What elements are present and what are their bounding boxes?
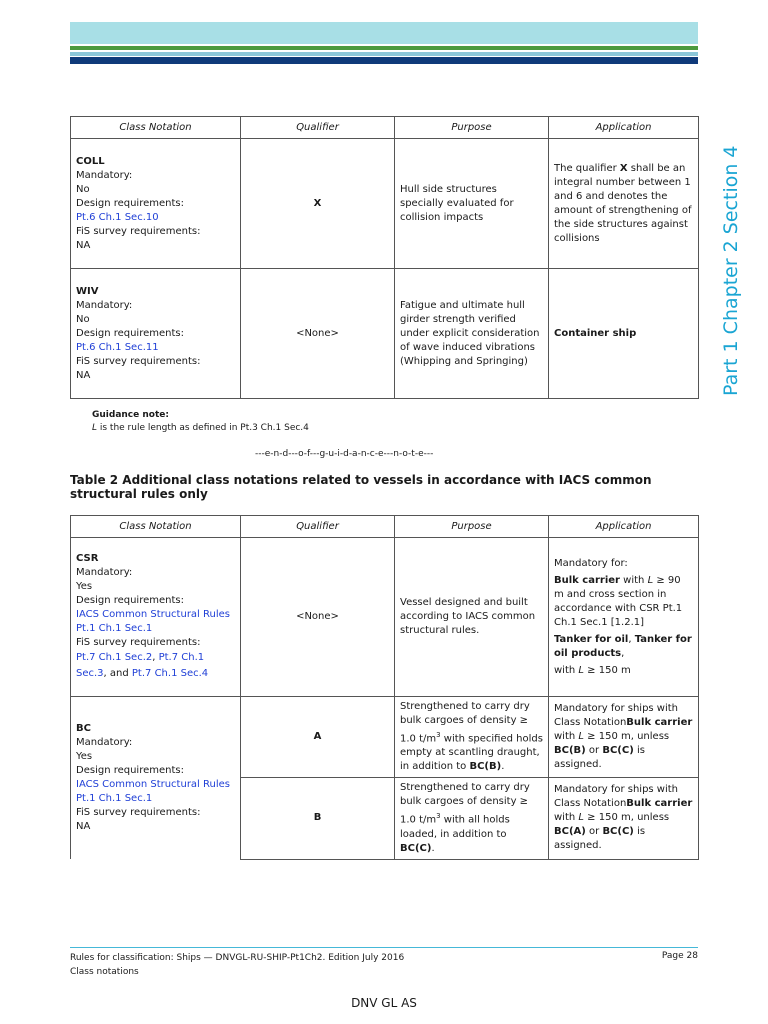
rule-length-symbol: L [647, 574, 654, 586]
purpose-cell [395, 778, 549, 859]
notation-cell [71, 697, 241, 860]
mandatory-value: Yes [76, 581, 93, 592]
design-label: Design requirements: [76, 765, 184, 777]
purpose-text: Strengthened to carry dry bulk cargoes of density ≥ 1.0 t/m [400, 782, 530, 826]
notation-cell [71, 269, 241, 399]
fis-reference-link[interactable]: Pt.7 Ch.1 Sec.4 [131, 668, 209, 679]
app-text: Mandatory for ships with Class Notation [554, 703, 679, 729]
header-stripe-navy [70, 57, 698, 64]
guidance-title: Guidance note: [92, 410, 169, 420]
app-text: is assigned. [554, 745, 645, 771]
footer-section-name: Class notations [70, 967, 139, 977]
app-text: or [585, 826, 603, 838]
rule-length-symbol: L [578, 664, 584, 676]
app-length [554, 664, 693, 678]
page-number: Page 28 [661, 951, 698, 961]
fis-references [76, 650, 235, 682]
mandatory-label: Mandatory: [76, 567, 133, 578]
qualifier-cell: B [241, 778, 395, 859]
header-stripe-light [70, 52, 698, 56]
table-2-caption: Table 2 Additional class notations related to vessels in accordance with IACS common structural rules only [70, 473, 652, 501]
mandatory-label: Mandatory: [76, 299, 133, 311]
rule-length-symbol: L [578, 812, 584, 824]
fis-label: FiS survey requirements: [76, 637, 201, 648]
application-cell [549, 697, 699, 778]
header-stripe-green [70, 46, 698, 50]
app-text: ≥ 150 m, unless [583, 812, 670, 824]
design-reference-link[interactable]: IACS Common Structural Rules Pt.1 Ch.1 Sec.1 [76, 779, 230, 805]
purpose-text: with specified holds empty at scantling draught, in addition to [400, 733, 543, 773]
app-text: is assigned. [554, 826, 646, 852]
rule-length-symbol: L [578, 731, 584, 743]
superscript: 3 [436, 812, 441, 821]
fis-label: FiS survey requirements: [76, 355, 201, 367]
header-class-notation: Class Notation [71, 117, 241, 139]
purpose-bold: BC(B) [469, 761, 502, 773]
application-cell: Container ship [549, 269, 699, 399]
fis-label: FiS survey requirements: [76, 807, 201, 819]
header-qualifier: Qualifier [241, 516, 395, 538]
class-notation-table-1 [70, 116, 699, 399]
app-text: shall be an integral number between 1 and 6 and denotes the amount of strengthening of the side structures against collisions [554, 162, 692, 244]
app-bold: BC(C) [602, 826, 634, 838]
app-bold: Tanker for oil products [554, 633, 692, 659]
app-text: or [585, 745, 603, 757]
purpose-text: . [501, 761, 505, 773]
qualifier-cell: <None> [241, 269, 395, 399]
design-reference-link[interactable]: IACS Common Structural Rules Pt.1 Ch.1 Sec.1 [76, 609, 230, 634]
app-text: The qualifier [554, 162, 620, 174]
table-row-bc-a [71, 697, 699, 778]
company-name: DNV GL AS [351, 996, 417, 1010]
fis-value: NA [76, 369, 91, 381]
app-bold: Bulk carrier [626, 798, 693, 810]
design-reference-link[interactable]: Pt.6 Ch.1 Sec.10 [76, 211, 159, 223]
notation-name: BC [76, 723, 91, 735]
design-label: Design requirements: [76, 327, 184, 339]
fis-reference-link[interactable]: Pt.7 Ch.1 Sec.3 [76, 652, 205, 679]
mandatory-label: Mandatory: [76, 737, 133, 749]
table-row [71, 269, 699, 399]
header-purpose: Purpose [395, 117, 549, 139]
separator: , and [103, 668, 132, 679]
fis-value: NA [76, 239, 91, 251]
guidance-body: is the rule length as defined in Pt.3 Ch.1 Sec.4 [97, 423, 309, 433]
table-header-row [71, 117, 699, 139]
application-cell [549, 778, 699, 859]
guidance-end-marker: ---e-n-d---o-f---g-u-i-d-a-n-c-e---n-o-t-e--- [255, 449, 434, 459]
purpose-cell: Hull side structures specially evaluated for collision impacts [395, 139, 549, 269]
footer-document-title: Rules for classification: Ships — DNVGL-RU-SHIP-Pt1Ch2. Edition July 2016 [70, 953, 405, 963]
notation-cell [71, 538, 241, 697]
app-text: with [554, 812, 579, 824]
class-notation-table-2 [70, 515, 699, 860]
header-purpose: Purpose [395, 516, 549, 538]
purpose-text: Strengthened to carry dry bulk cargoes of density ≥ 1.0 t/m [400, 701, 530, 745]
app-bold: Tanker for oil [554, 633, 629, 645]
section-side-title: Part 1 Chapter 2 Section 4 [720, 145, 742, 396]
notation-name: CSR [76, 553, 99, 564]
app-text: with [619, 574, 648, 586]
application-cell [549, 139, 699, 269]
header-qualifier: Qualifier [241, 117, 395, 139]
design-label: Design requirements: [76, 197, 184, 209]
app-text: , [621, 647, 625, 659]
app-bulk-carrier [554, 574, 693, 630]
app-bold: BC(B) [554, 745, 586, 757]
mandatory-value: No [76, 313, 90, 325]
notation-name: WIV [76, 285, 99, 297]
purpose-text: . [431, 842, 435, 854]
purpose-text: with all holds loaded, in addition to [400, 814, 510, 840]
purpose-cell [395, 697, 549, 778]
app-intro: Mandatory for: [554, 557, 628, 569]
app-text: Mandatory for ships with Class Notation [554, 784, 679, 810]
app-text: , [628, 633, 635, 645]
fis-label: FiS survey requirements: [76, 225, 201, 237]
table-header-row [71, 516, 699, 538]
app-qualifier: X [619, 162, 628, 174]
rule-length-symbol: L [92, 423, 98, 433]
design-label: Design requirements: [76, 595, 184, 606]
notation-cell [71, 139, 241, 269]
footer-left [70, 951, 404, 979]
header-application: Application [549, 117, 699, 139]
fis-reference-link[interactable]: Pt.7 Ch.1 Sec.2 [76, 652, 153, 663]
app-text: ≥ 150 m [583, 664, 631, 676]
notation-name: COLL [76, 155, 105, 167]
guidance-text [92, 423, 309, 433]
header-application: Application [549, 516, 699, 538]
app-bold: BC(C) [602, 745, 634, 757]
app-text: ≥ 150 m, unless [583, 731, 670, 743]
design-reference-link[interactable]: Pt.6 Ch.1 Sec.11 [76, 341, 159, 353]
header-band [70, 22, 698, 44]
mandatory-value: Yes [76, 751, 93, 763]
mandatory-value: No [76, 183, 90, 195]
header-class-notation: Class Notation [71, 516, 241, 538]
app-text: with [554, 731, 579, 743]
table-row [71, 139, 699, 269]
guidance-note [92, 410, 309, 433]
fis-value: NA [76, 821, 91, 833]
purpose-cell: Vessel designed and built according to IACS common structural rules. [395, 538, 549, 697]
table-row-csr [71, 538, 699, 697]
application-cell [549, 538, 699, 697]
app-bold: Bulk carrier [554, 574, 620, 586]
separator: , [152, 652, 159, 663]
mandatory-label: Mandatory: [76, 169, 133, 181]
qualifier-cell: <None> [241, 538, 395, 697]
app-text: with [554, 664, 579, 676]
app-text: ≥ 90 m and cross section in accordance with CSR Pt.1 Ch.1 Sec.1 [1.2.1] [554, 574, 683, 628]
app-bold: Bulk carrier [626, 717, 693, 729]
superscript: 3 [436, 731, 441, 739]
app-bold: BC(A) [554, 826, 586, 838]
qualifier-cell: X [241, 139, 395, 269]
app-tankers [554, 633, 693, 661]
purpose-cell: Fatigue and ultimate hull girder strength verified under explicit consideration of wave induced vibrations (Whipping and Springing) [395, 269, 549, 399]
footer-divider [70, 947, 698, 948]
purpose-bold: BC(C) [400, 842, 432, 854]
qualifier-cell: A [241, 697, 395, 778]
